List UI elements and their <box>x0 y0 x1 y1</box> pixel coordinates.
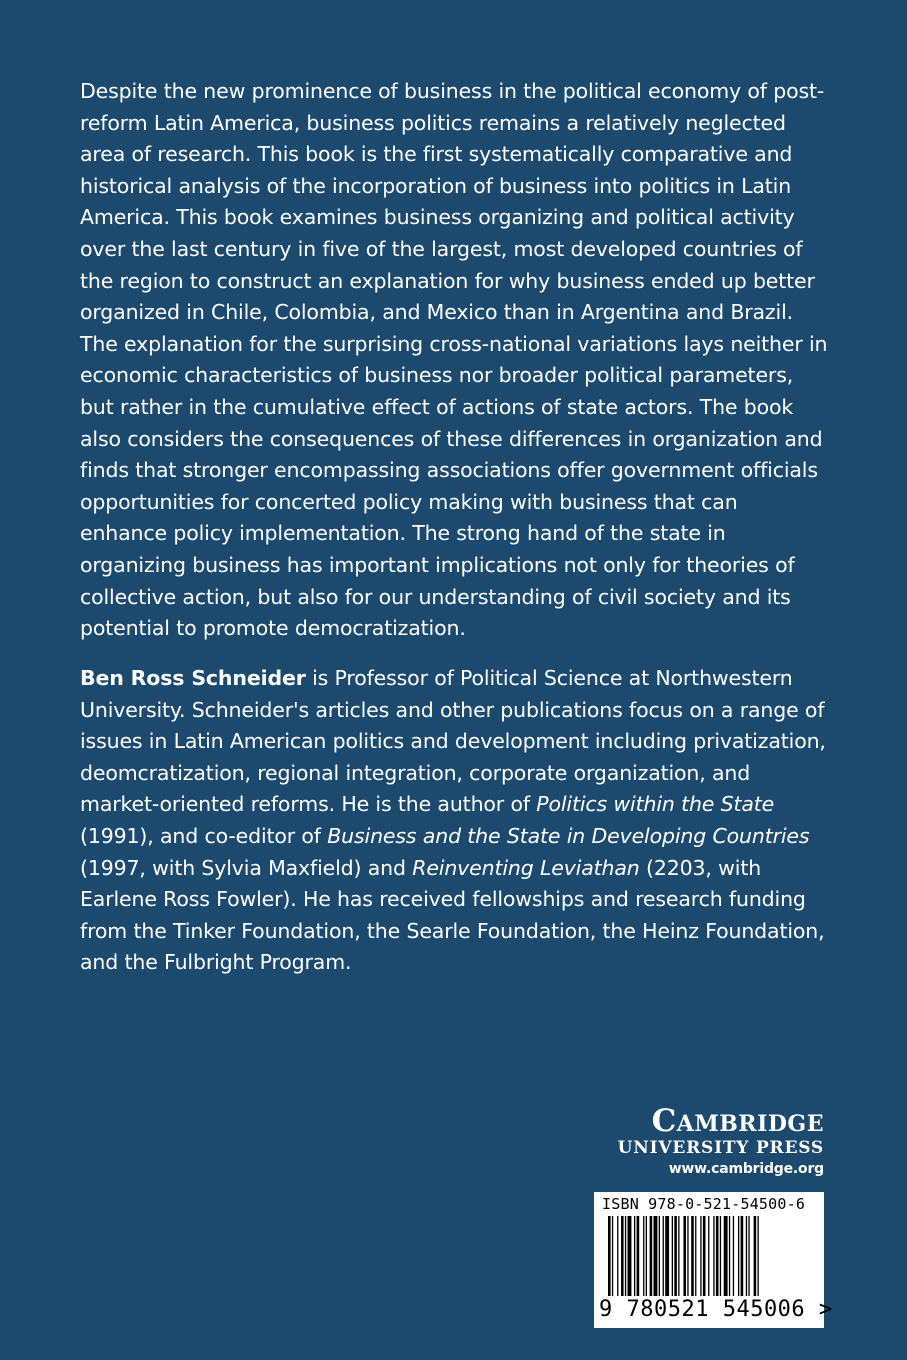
bio-text-3: (1997, with Sylvia Maxfield) and <box>80 855 413 880</box>
barcode-bar <box>634 1216 635 1296</box>
publisher-url: www.cambridge.org <box>668 1161 824 1177</box>
publisher-logo <box>594 1104 824 1180</box>
barcode-bar <box>758 1216 759 1296</box>
barcode-digits: 9 780521 545006 > <box>599 1297 833 1322</box>
barcode-bar <box>659 1216 660 1296</box>
barcode-bar <box>748 1216 749 1296</box>
barcode-bar <box>691 1216 694 1296</box>
publisher-name: Cambridge <box>651 1103 824 1139</box>
barcode-bar <box>720 1216 721 1296</box>
barcode-bar <box>746 1216 747 1296</box>
publisher-subtitle: UNIVERSITY PRESS <box>617 1138 824 1158</box>
book-title-business-and-the-state: Business and the State in Developing Countries <box>327 823 810 848</box>
barcode-bar <box>663 1216 664 1296</box>
barcode-bar <box>617 1216 618 1296</box>
barcode-bar <box>741 1216 744 1296</box>
barcode-bar <box>637 1216 640 1296</box>
book-title-politics-within-the-state: Politics within the State <box>536 792 775 817</box>
author-name: Ben Ross Schneider <box>80 666 306 690</box>
bio-text-2: (1991), and co-editor of <box>80 823 328 848</box>
bio-text-1: is Professor of Political Science at Northwestern University. Schneider's articles and other publications focus on a range of issues in Latin American politics and development including privatization, deomcratization, regional integration, corporate organization, and market-oriented reforms. He is the author of <box>80 666 826 817</box>
barcode-bars <box>602 1216 816 1300</box>
barcode-bar <box>674 1216 677 1296</box>
barcode-bar <box>708 1216 709 1296</box>
barcode-bar <box>612 1216 613 1296</box>
bio-text-4: (2203, with Earlene Ross Fowler). He has received fellowships and research funding from the Tinker Foundation, the Searle Foundation, the Heinz Foundation, and the Fulbright Program. <box>80 855 825 975</box>
barcode-bar <box>643 1216 644 1296</box>
barcode-bar <box>700 1216 701 1296</box>
barcode-bar <box>687 1216 688 1296</box>
barcode-bar <box>729 1216 730 1296</box>
barcode-bar <box>724 1216 728 1296</box>
barcode-bar <box>733 1216 734 1296</box>
barcode-bar <box>672 1216 673 1296</box>
barcode-bar <box>738 1216 739 1296</box>
barcode-bar <box>716 1216 719 1296</box>
barcode-bar <box>703 1216 706 1296</box>
barcode-bar <box>665 1216 669 1296</box>
isbn-label: ISBN 978-0-521-54500-6 <box>602 1195 806 1213</box>
isbn-barcode <box>594 1192 833 1328</box>
barcode-bar <box>678 1216 679 1296</box>
book-title-reinventing-leviathan: Reinventing Leviathan <box>412 855 640 880</box>
book-description: Despite the new prominence of business in the political economy of post-reform Latin America, business politics remains a relatively neglected area of research. This book is the first systematically comparative and historical analysis of the incorporation of business into politics in Latin America. This book examines business organizing and political activity over the last century in five of the largest, most developed countries of the region to construct an explanation for why business ended up better organized in Chile, Colombia, and Mexico than in Argentina and Brazil. The explanation for the surprising cross-national variations lays neither in economic characteristics of business nor broader political parameters, but rather in the cumulative effect of actions of state actors. The book also considers the consequences of these differences in organization and finds that stronger encompassing associations offer government officials opportunities for concerted policy making with business that can enhance policy implementation. The strong hand of the state in organizing business has important implications not only for theories of collective action, but also for our understanding of civil society and its potential to promote democratization. <box>80 79 828 641</box>
barcode-bar <box>683 1216 686 1296</box>
barcode-bar <box>713 1216 714 1296</box>
barcode-bar <box>650 1216 653 1296</box>
barcode-bar <box>608 1216 611 1296</box>
barcode-bar <box>621 1216 624 1296</box>
barcode-bar <box>625 1216 626 1296</box>
barcode-bar <box>695 1216 696 1296</box>
barcode-bar <box>646 1216 647 1296</box>
author-bio <box>80 663 830 979</box>
barcode-bar <box>654 1216 658 1296</box>
barcode-bar <box>754 1216 757 1296</box>
barcode-bar <box>628 1216 632 1296</box>
